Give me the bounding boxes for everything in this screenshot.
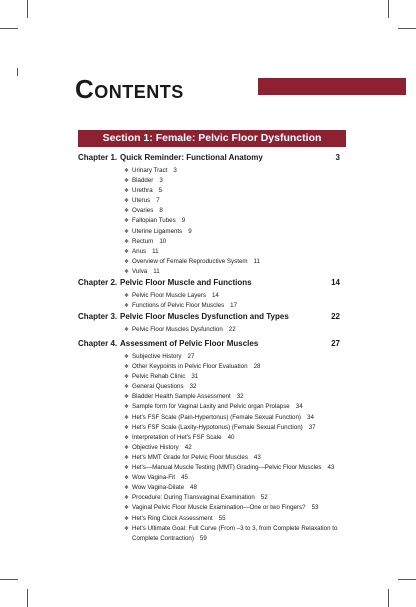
toc-entry-title: Fallopian Tubes: [132, 217, 176, 225]
bullet-icon: ❖: [124, 525, 129, 532]
toc-entry-title: Sample form for Vaginal Laxity and Pelvic organ Prolapse: [132, 403, 290, 411]
toc-entry[interactable]: [124, 166, 344, 176]
section-heading: Section 1: Female: Pelvic Floor Dysfunction: [78, 130, 346, 147]
toc-entry-page: 8: [159, 207, 163, 215]
toc-entry-page: 31: [191, 373, 199, 381]
toc-entry-title: Other Keypoints in Pelvic Floor Evaluation: [132, 363, 248, 371]
toc-entry[interactable]: [124, 413, 344, 423]
bullet-icon: ❖: [124, 414, 129, 421]
bullet-icon: ❖: [124, 505, 129, 512]
crop-mark: [388, 0, 389, 18]
bullet-icon: ❖: [124, 354, 129, 360]
toc-entry-page: 32: [189, 383, 197, 391]
bullet-icon: ❖: [124, 248, 129, 255]
toc-entry[interactable]: [124, 247, 344, 257]
toc-entry[interactable]: [124, 463, 344, 473]
toc-entry[interactable]: [124, 423, 344, 433]
chapter-label: Chapter 2.: [78, 278, 118, 287]
toc-entry-title: Functions of Pelvic Floor Muscles: [132, 302, 225, 310]
chapter-page: 22: [331, 312, 340, 321]
toc-entry-page: 59: [199, 534, 207, 542]
toc-entry-title: Objective History: [132, 443, 179, 451]
toc-entry-title: Het's Ring Clock Assessment: [132, 514, 213, 522]
toc-entry-page: 11: [253, 257, 260, 265]
toc-entry-page: 40: [227, 433, 235, 441]
toc-entry-page: 10: [159, 237, 167, 245]
toc-entry[interactable]: [124, 493, 344, 503]
chapter-page: 14: [331, 278, 340, 287]
bullet-icon: ❖: [124, 208, 129, 215]
toc-entry-page: 42: [184, 443, 192, 451]
crop-mark: [0, 579, 18, 580]
crop-mark: [27, 0, 28, 18]
toc-entry-page: 43: [253, 453, 261, 461]
page-title: Contents: [75, 74, 184, 104]
toc-entry-title: Pelvic Floor Muscle Layers: [132, 292, 206, 299]
bullet-icon: ❖: [124, 374, 129, 381]
toc-entry-page: 43: [327, 464, 335, 472]
toc-entry[interactable]: [124, 216, 344, 226]
toc-entry[interactable]: [124, 301, 344, 311]
bullet-icon: ❖: [124, 218, 129, 225]
bullet-icon: ❖: [124, 178, 129, 185]
toc-entry-page: 17: [230, 302, 238, 310]
chapter-label: Chapter 1.: [78, 153, 118, 162]
toc-entry[interactable]: [124, 186, 344, 196]
toc-entry[interactable]: [124, 503, 344, 513]
bullet-icon: ❖: [124, 424, 129, 431]
toc-entry-title: Bladder Health Sample Assessment: [132, 393, 231, 401]
chapter-title[interactable]: Pelvic Floor Muscle and Functions: [120, 278, 252, 287]
toc-entry[interactable]: [124, 514, 344, 524]
bullet-icon: ❖: [124, 465, 129, 472]
toc-entry-title: Interpretation of Het's FSF Scale: [132, 433, 222, 441]
toc-entry[interactable]: [124, 433, 344, 443]
bullet-icon: ❖: [124, 495, 129, 502]
chapter-page: 27: [331, 339, 340, 348]
toc-entry-page: 27: [187, 353, 195, 360]
toc-entry-title: Overview of Female Reproductive System: [132, 257, 248, 265]
toc-entry[interactable]: [124, 473, 344, 483]
bullet-icon: ❖: [124, 404, 129, 411]
toc-entry-page: 45: [181, 474, 188, 482]
crop-mark: [398, 579, 416, 580]
toc-entry-title: Het's FSF Scale (Pain-Hypertonus) (Female Sexual Function): [132, 413, 301, 421]
bullet-icon: ❖: [124, 394, 129, 401]
toc-entry-title: Rectum: [132, 237, 154, 245]
bullet-icon: ❖: [124, 303, 129, 310]
bullet-icon: ❖: [124, 188, 129, 195]
bullet-icon: ❖: [124, 384, 129, 391]
toc-entry[interactable]: [124, 443, 344, 453]
topic-list: [124, 291, 344, 311]
toc-entry[interactable]: [124, 392, 344, 402]
toc-entry-title: Wow Vagina-Fit: [132, 474, 176, 482]
toc-entry-title: Wow Vagina-Dilate: [132, 484, 185, 492]
toc-entry[interactable]: [124, 372, 344, 382]
toc-entry-title: Het's Ultimate Goal: Full Curve (From –3 to 3, from Complete Relaxation to Complete Contraction): [132, 524, 338, 542]
bullet-icon: ❖: [124, 198, 129, 205]
toc-entry-page: 22: [228, 326, 236, 333]
toc-entry[interactable]: [124, 291, 344, 301]
toc-entry-title: Anus: [132, 247, 147, 255]
toc-entry-title: Vaginal Pelvic Floor Muscle Examination—One or two Fingers?: [132, 504, 306, 512]
bullet-icon: ❖: [124, 258, 129, 265]
toc-entry-title: Bladder: [132, 177, 154, 185]
crop-mark: [17, 68, 18, 76]
toc-entry[interactable]: [124, 267, 344, 277]
crop-mark: [388, 589, 389, 607]
toc-entry-page: 3: [159, 177, 163, 185]
bullet-icon: ❖: [124, 454, 129, 461]
toc-entry-page: 11: [152, 247, 159, 255]
toc-entry[interactable]: [124, 257, 344, 267]
bullet-icon: ❖: [124, 485, 129, 492]
toc-entry-page: 11: [153, 267, 160, 275]
toc-entry[interactable]: [124, 237, 344, 247]
toc-entry-title: Procedure: During Transvaginal Examination: [132, 494, 255, 502]
toc-entry[interactable]: [124, 362, 344, 372]
toc-entry-page: 37: [308, 423, 316, 431]
bullet-icon: ❖: [124, 475, 129, 482]
toc-entry-page: 7: [156, 197, 160, 205]
toc-entry-title: Urethra: [132, 187, 153, 195]
toc-entry-title: Subjective History: [132, 353, 182, 360]
toc-entry-title: Het's—Manual Muscle Testing (MMT) Grading—Pelvic Floor Muscles: [132, 464, 322, 472]
chapter-title[interactable]: Pelvic Floor Muscles Dysfunction and Types: [120, 312, 289, 321]
toc-entry[interactable]: [124, 453, 344, 463]
bullet-icon: ❖: [124, 327, 129, 333]
toc-entry[interactable]: [124, 524, 344, 544]
crop-mark: [398, 28, 416, 29]
decorative-banner: [258, 78, 406, 95]
toc-entry-title: Uterine Ligaments: [132, 227, 183, 235]
bullet-icon: ❖: [124, 444, 129, 451]
toc-entry-title: Urinary Tract: [132, 167, 168, 174]
toc-entry[interactable]: [124, 352, 344, 362]
bullet-icon: ❖: [124, 238, 129, 245]
toc-entry-title: Ovaries: [132, 207, 154, 215]
topic-list: [124, 352, 344, 544]
chapter-title[interactable]: Quick Reminder: Functional Anatomy: [120, 153, 263, 162]
topic-list: [124, 166, 344, 277]
bullet-icon: ❖: [124, 293, 129, 299]
toc-entry[interactable]: [124, 206, 344, 216]
toc-entry-page: 3: [173, 167, 177, 174]
toc-entry-title: Uterus: [132, 197, 151, 205]
toc-entry-page: 48: [190, 484, 197, 492]
toc-entry-page: 32: [236, 393, 244, 401]
toc-entry-page: 9: [188, 227, 192, 235]
topic-list: [124, 325, 344, 335]
toc-entry-page: 53: [311, 504, 319, 512]
toc-entry-title: Pelvic Floor Muscles Dysfunction: [132, 326, 223, 333]
toc-entry-title: Het's MMT Grade for Pelvic Floor Muscles: [132, 453, 248, 461]
chapter-title[interactable]: Assessment of Pelvic Floor Muscles: [120, 339, 259, 348]
toc-entry[interactable]: [124, 483, 344, 493]
toc-entry[interactable]: [124, 227, 344, 237]
crop-mark: [0, 28, 18, 29]
toc-entry-page: 14: [211, 292, 219, 299]
bullet-icon: ❖: [124, 168, 129, 174]
toc-entry[interactable]: [124, 176, 344, 186]
toc-entry-title: Vulva: [132, 267, 148, 275]
bullet-icon: ❖: [124, 434, 129, 441]
toc-entry-page: 52: [260, 494, 268, 502]
toc-entry-page: 34: [307, 413, 314, 421]
toc-entry[interactable]: [124, 196, 344, 206]
toc-entry[interactable]: [124, 325, 344, 335]
chapter-label: Chapter 3.: [78, 312, 118, 321]
toc-entry-title: Pelvic Rehab Clinic: [132, 373, 186, 381]
toc-entry-page: 55: [218, 514, 226, 522]
toc-entry-title: Het's FSF Scale (Laxity-Hypotonus) (Female Sexual Function): [132, 423, 303, 431]
toc-entry-page: 28: [253, 363, 261, 371]
toc-entry[interactable]: [124, 402, 344, 412]
bullet-icon: ❖: [124, 228, 129, 235]
chapter-page: 3: [335, 153, 340, 162]
bullet-icon: ❖: [124, 268, 129, 275]
chapter-label: Chapter 4.: [78, 339, 118, 348]
crop-mark: [27, 589, 28, 607]
toc-entry-page: 34: [295, 403, 303, 411]
bullet-icon: ❖: [124, 364, 129, 371]
toc-entry[interactable]: [124, 382, 344, 392]
toc-entry-title: General Questions: [132, 383, 184, 391]
toc-entry-page: 9: [181, 217, 186, 225]
toc-entry-page: 5: [158, 187, 163, 195]
bullet-icon: ❖: [124, 515, 129, 522]
